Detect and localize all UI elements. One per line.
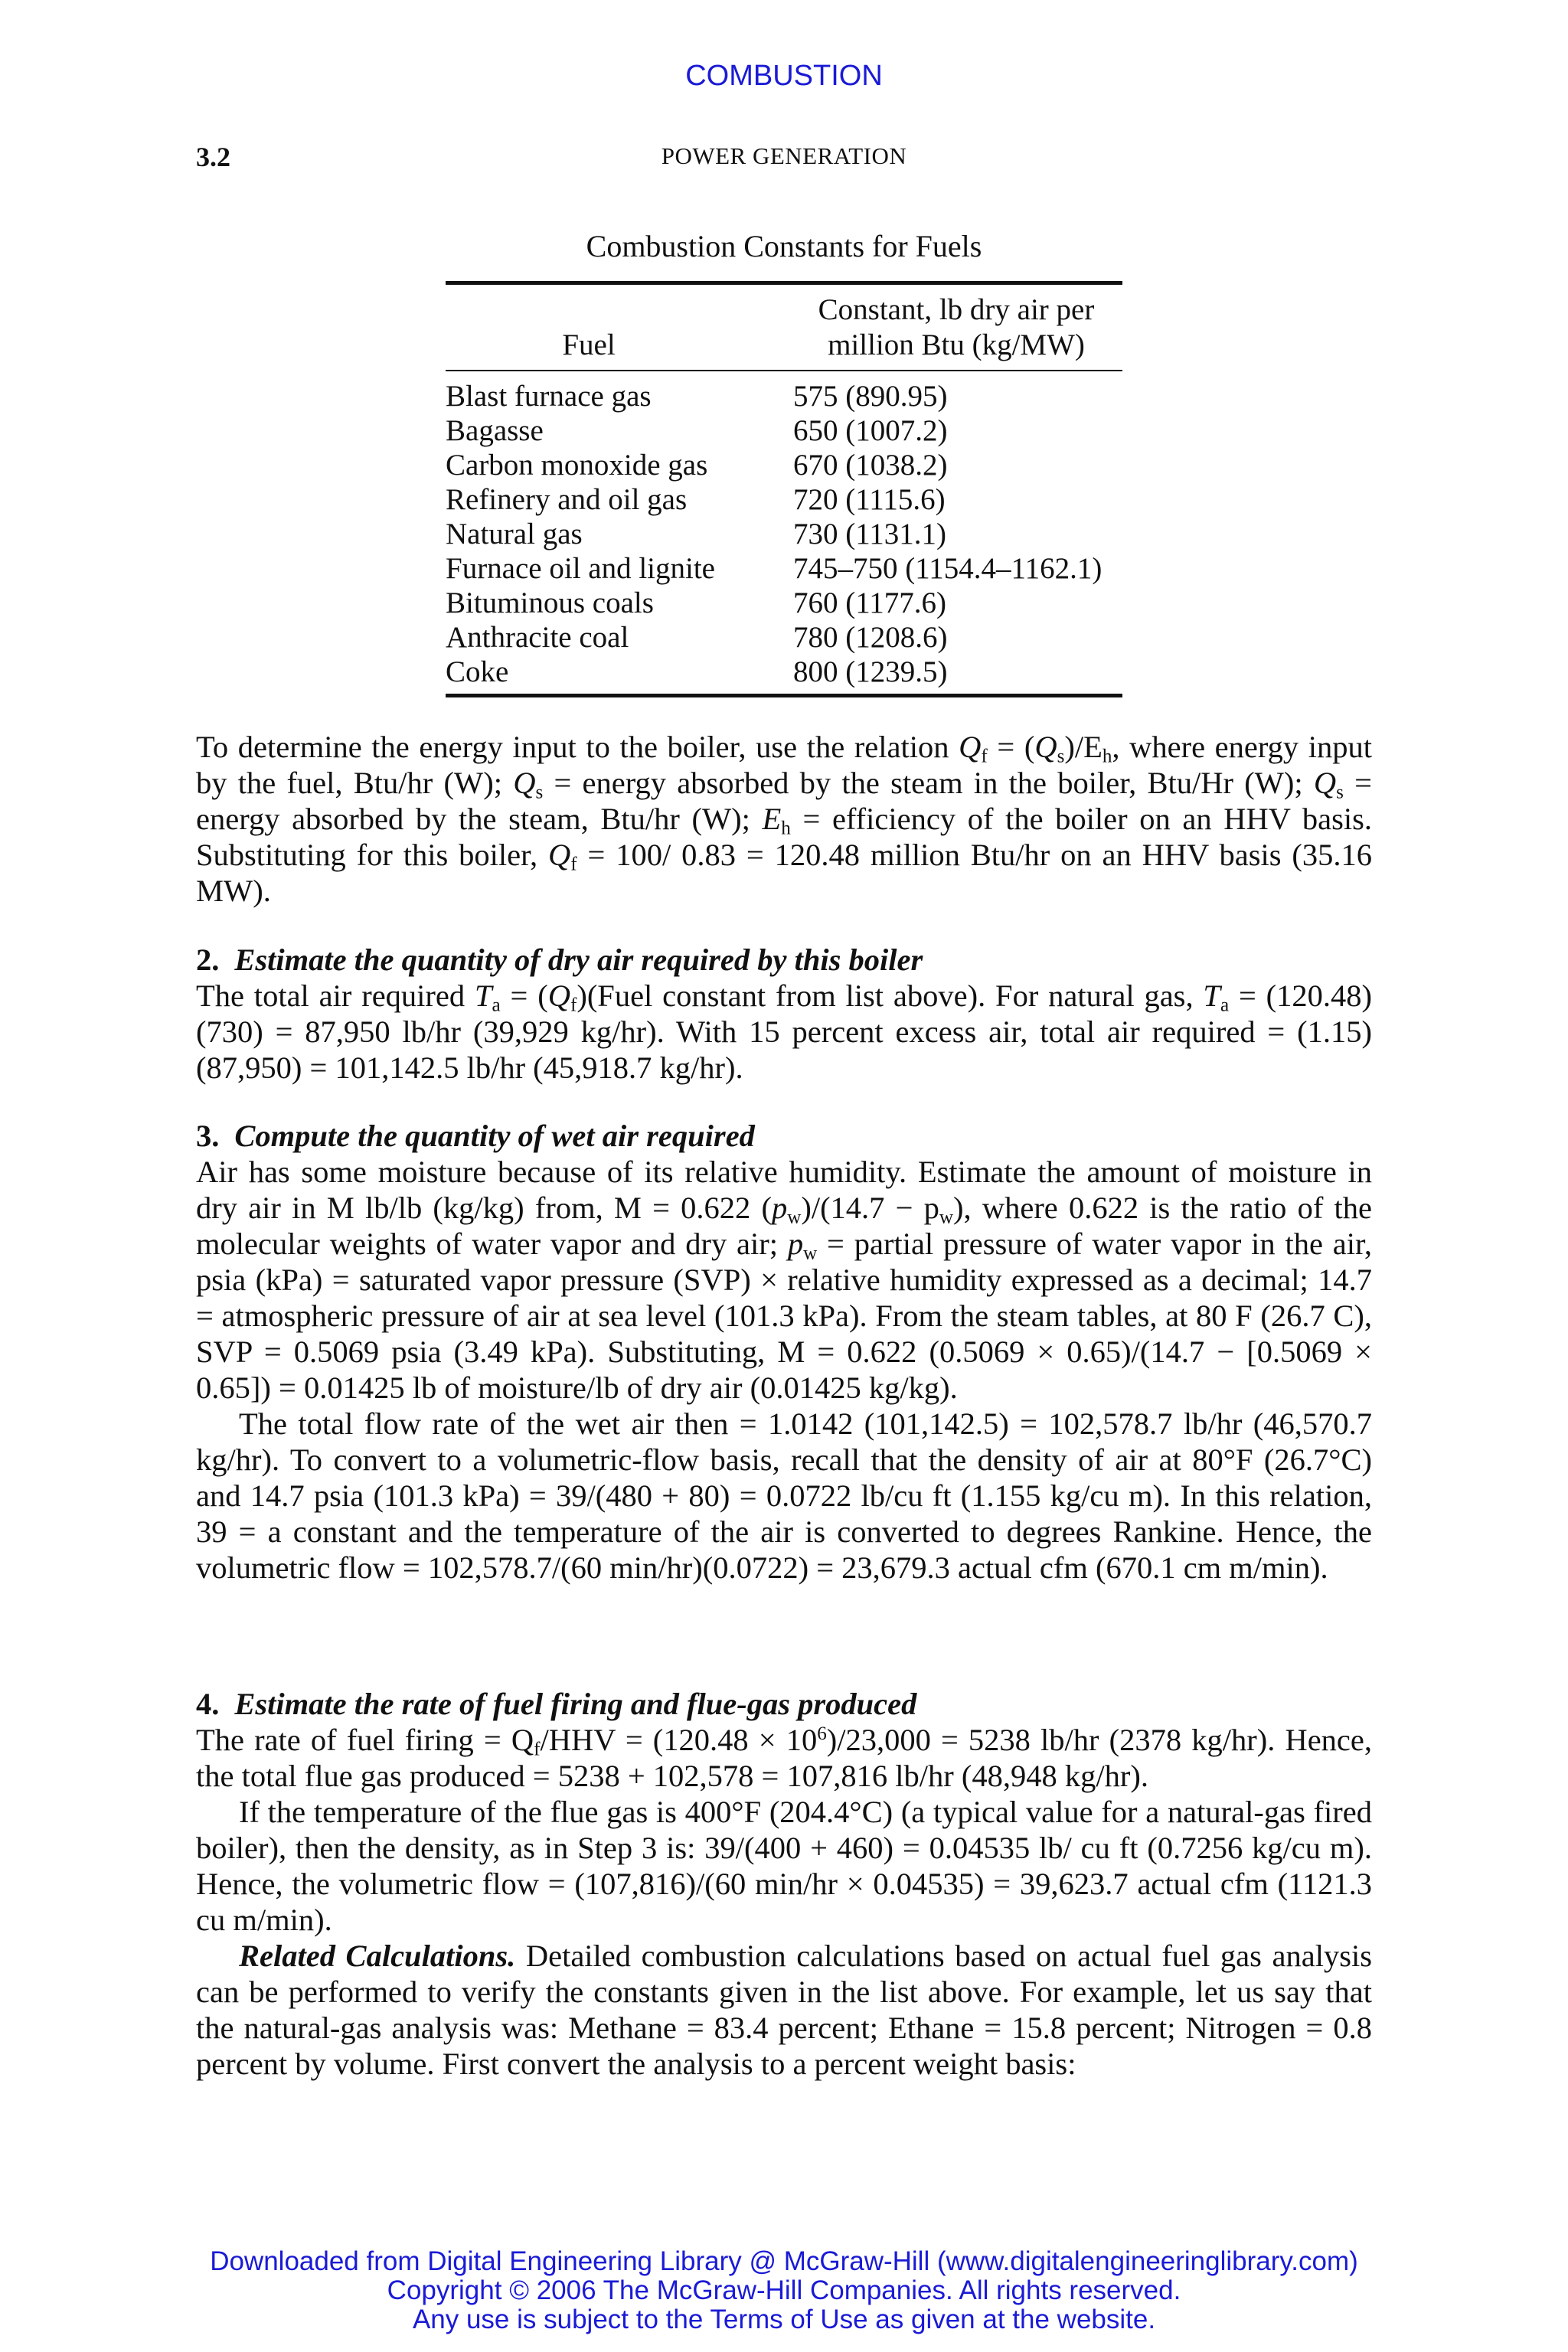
table-top-rule	[446, 281, 1122, 285]
table-cell-fuel: Bituminous coals	[446, 586, 654, 619]
table-header-rule	[446, 370, 1122, 371]
table-bottom-rule	[446, 694, 1122, 697]
table-cell-constant: 720 (1115.6)	[793, 483, 946, 516]
table-cell-constant: 745–750 (1154.4–1162.1)	[793, 552, 1102, 585]
table-title: Combustion Constants for Fuels	[586, 229, 982, 263]
table-cell-fuel: Anthracite coal	[446, 621, 629, 654]
paragraph-dry-air: The total air required $T_a$ = $(Q_f)(Fuel$ constant from list above). For natural gas, $T_a = (120.48)(730) = 87,950$ lb/hr (39,929 kg/hr). With 15 percent excess air, total air required = (1.15)(87,950) = 101,142.5 lb/hr (45,918.7 kg/hr).	[196, 978, 1372, 1085]
step-4-heading	[196, 1686, 1372, 1722]
footer	[0, 2247, 1568, 2334]
step-number: 4.	[196, 1687, 220, 1721]
table-cell-fuel: Coke	[446, 655, 509, 688]
step-title: Estimate the rate of fuel firing and flue-gas produced	[234, 1687, 917, 1721]
footer-terms: Any use is subject to the Terms of Use as given at the website.	[412, 2305, 1156, 2334]
table-cell-fuel: Natural gas	[446, 518, 583, 550]
related-calculations-label: Related Calculations.	[239, 1939, 516, 1973]
footer-download-link[interactable]: Downloaded from Digital Engineering Library @ McGraw-Hill (www.digitalengineeringlibrary.com)	[210, 2246, 1358, 2276]
table-cell-constant: 670 (1038.2)	[793, 449, 948, 482]
table-cell-fuel: Furnace oil and lignite	[446, 552, 715, 585]
table-cell-fuel: Bagasse	[446, 414, 544, 447]
paragraph-fuel-firing: The rate of fuel firing = $Q_f$/HHV = $(120.48 \times 10^6)/23,000 = 5238$ lb/hr (2378 kg/hr). Hence, the total flue gas produced = 5238 + 102,578 = 107,816 lb/hr (48,948 kg/hr). If the temperature of the flue gas is 400°F (204.4°C) (a typical value for a natural-gas fired boiler), then the density, as in Step 3 is: 39/(400 + 460) = 0.04535 lb/ cu ft (0.7256 kg/cu m). Hence, the volumetric flow = (107,816)/(60 min/hr × 0.04535) = 39,623.7 actual cfm (1121.3 cu m/min). Related Calculations. Detailed combustion calculations based on actual fuel gas analysis can be performed to verify the constants given in the list above. For example, let us say that the natural-gas analysis was: Methane = 83.4 percent; Ethane = 15.8 percent; Nitrogen = 0.8 percent by volume. First convert the analysis to a percent weight basis:	[196, 1723, 1372, 2081]
paragraph-energy-input: To determine the energy input to the boiler, use the relation $Q_f = (Q_s)/E_h$, where energy input by the fuel, Btu/hr (W); $Q_s$ = energy absorbed by the steam in the boiler, Btu/Hr (W); $Q_s$ = energy absorbed by the steam, Btu/hr (W); $E_h$ = efficiency of the boiler on an HHV basis. Substituting for this boiler, $Q_f = 100/$ 0.83 = 120.48 million Btu/hr on an HHV basis (35.16 MW).	[196, 730, 1372, 908]
step-number: 2.	[196, 942, 220, 977]
step-title: Compute the quantity of wet air required	[234, 1119, 755, 1153]
table-cell-constant: 650 (1007.2)	[793, 414, 948, 447]
table-cell-fuel: Refinery and oil gas	[446, 483, 688, 516]
step-number: 3.	[196, 1119, 220, 1153]
table-cell-fuel: Blast furnace gas	[446, 380, 652, 413]
step-3-heading	[196, 1118, 1372, 1154]
step-2-heading	[196, 942, 1372, 978]
table-header-constant-line1: Constant, lb dry air per	[818, 293, 1095, 326]
table-header-fuel: Fuel	[562, 328, 616, 361]
step-title: Estimate the quantity of dry air required by this boiler	[234, 942, 923, 977]
table-cell-constant: 575 (890.95)	[793, 380, 948, 413]
footer-copyright: Copyright © 2006 The McGraw-Hill Companies. All rights reserved.	[387, 2275, 1181, 2305]
chapter-link[interactable]: COMBUSTION	[685, 60, 883, 92]
table-cell-constant: 800 (1239.5)	[793, 655, 948, 688]
paragraph-wet-air: Air has some moisture because of its relative humidity. Estimate the amount of moisture in dry air in M lb/lb (kg/kg) from, M = 0.622 $(p_w)/(14.7 - p_w)$, where 0.622 is the ratio of the molecular weights of water vapor and dry air; $p_w$ = partial pressure of water vapor in the air, psia (kPa) = saturated vapor pressure (SVP) × relative humidity expressed as a decimal; 14.7 = atmospheric pressure of air at sea level (101.3 kPa). From the steam tables, at 80 F (26.7 C), SVP = 0.5069 psia (3.49 kPa). Substituting, M = 0.622 (0.5069 × 0.65)/(14.7 − [0.5069 × 0.65]) = 0.01425 lb of moisture/lb of dry air (0.01425 kg/kg). The total flow rate of the wet air then = 1.0142 (101,142.5) = 102,578.7 lb/hr (46,570.7 kg/hr). To convert to a volumetric-flow basis, recall that the density of air at 80°F (26.7°C) and 14.7 psia (101.3 kPa) = 39/(480 + 80) = 0.0722 lb/cu ft (1.155 kg/cu m). In this relation, 39 = a constant and the temperature of the air is converted to degrees Rankine. Hence, the volumetric flow = 102,578.7/(60 min/hr)(0.0722) = 23,679.3 actual cfm (670.1 cm m/min).	[196, 1155, 1372, 1585]
table-header-constant	[775, 292, 1138, 363]
table-cell-constant: 760 (1177.6)	[793, 586, 947, 619]
table-cell-constant: 780 (1208.6)	[793, 621, 948, 654]
page-number: 3.2	[196, 142, 230, 172]
table-header-constant-line2: million Btu (kg/MW)	[828, 328, 1085, 361]
table-cell-constant: 730 (1131.1)	[793, 518, 947, 550]
running-head: POWER GENERATION	[661, 142, 907, 169]
table-cell-fuel: Carbon monoxide gas	[446, 449, 708, 482]
